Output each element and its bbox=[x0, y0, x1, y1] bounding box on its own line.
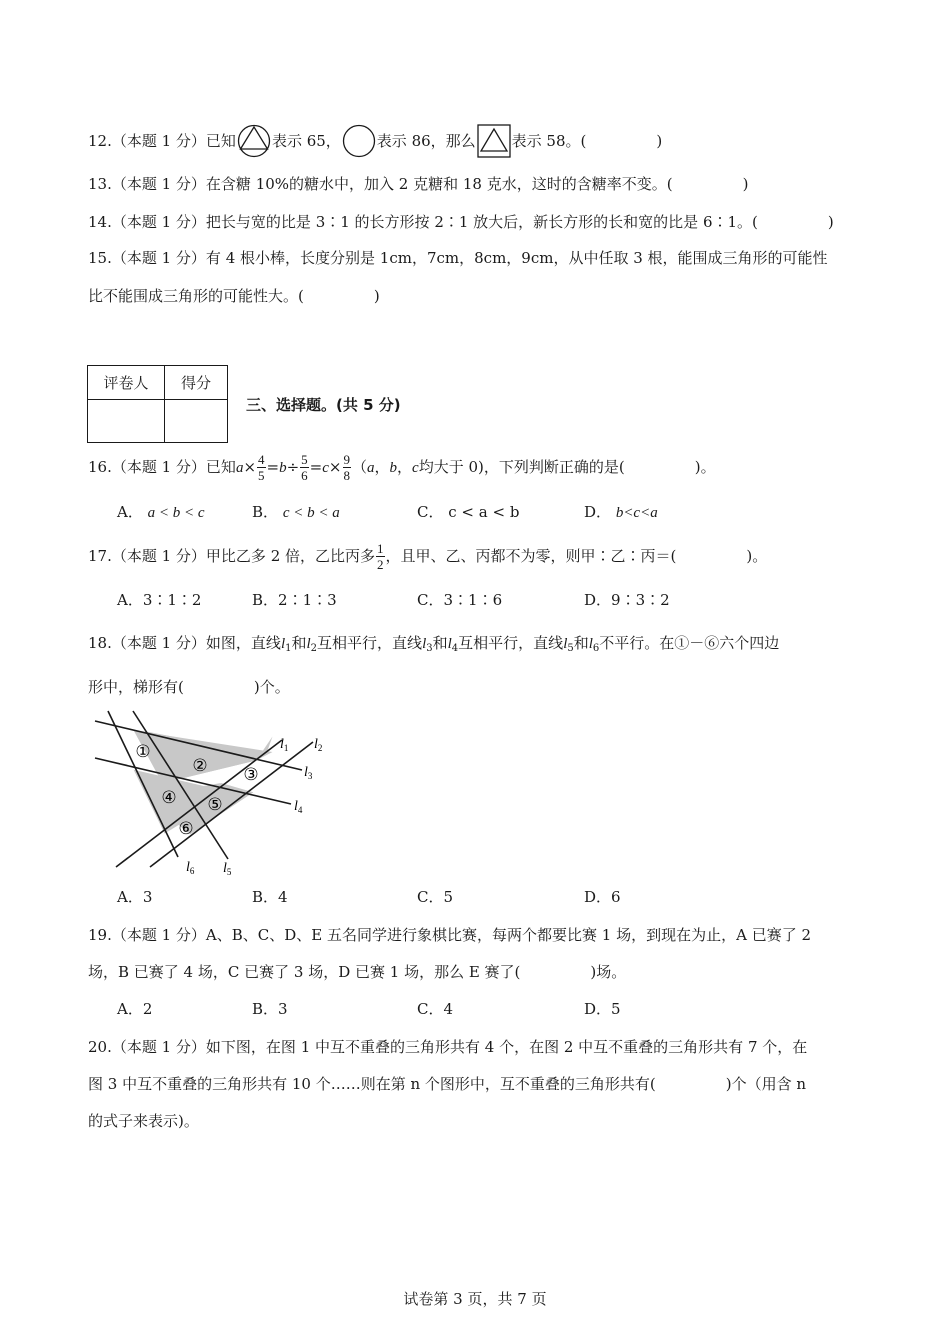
q12-answer-close[interactable]: ) bbox=[656, 132, 663, 150]
q17-option-b[interactable]: B．2∶1∶3 bbox=[252, 591, 337, 609]
q16-option-c[interactable]: C． c < a < b bbox=[417, 503, 520, 521]
line-label-l6: $l_6$ bbox=[186, 860, 195, 876]
region-label-2: ② bbox=[192, 756, 208, 775]
q18-option-c[interactable]: C．5 bbox=[417, 888, 454, 906]
q13-text: 13.（本题 1 分）在含糖 10%的糖水中，加入 2 克糖和 18 克水，这时的含糖率不变。( bbox=[88, 175, 673, 193]
section-title: 三、选择题。(共 5 分) bbox=[246, 396, 401, 414]
q16-answer-close[interactable]: )。 bbox=[694, 458, 716, 476]
question-14 bbox=[88, 211, 834, 233]
question-15-line2: 比不能围成三角形的可能性大。( ) bbox=[88, 287, 380, 305]
q12-mid1: 表示 65， bbox=[271, 132, 341, 150]
parallel-lines-figure bbox=[88, 708, 338, 880]
line-label-l5: $l_5$ bbox=[223, 861, 232, 877]
q20-answer-close[interactable]: )个（用含 n bbox=[725, 1075, 807, 1093]
question-19-line2: 场，B 已赛了 4 场，C 已赛了 3 场，D 已赛 1 场，那么 E 赛了( )场。 bbox=[88, 963, 627, 981]
region-label-5: ⑤ bbox=[207, 795, 223, 814]
question-17: 17.（本题 1 分）甲比乙多 2 倍，乙比丙多 $\frac{1}{2}$ ，且甲、乙、丙都不为零，则甲∶乙∶丙＝( )。 bbox=[88, 540, 768, 572]
q16-option-a[interactable]: A． a < b < c bbox=[117, 503, 205, 521]
line-label-l4: $l_4$ bbox=[294, 799, 303, 815]
question-20-line1: 20.（本题 1 分）如下图，在图 1 中互不重叠的三角形共有 4 个，在图 2 中互不重叠的三角形共有 7 个，在 bbox=[88, 1038, 808, 1056]
score-table-score-header: 得分 bbox=[165, 366, 228, 400]
region-label-4: ④ bbox=[161, 788, 177, 807]
grader-cell[interactable] bbox=[88, 400, 165, 443]
fraction-1-2: $\frac{1}{2}$ bbox=[377, 540, 384, 572]
square-triangle-symbol bbox=[477, 124, 511, 158]
question-20-line3: 的式子来表示)。 bbox=[88, 1112, 199, 1130]
question-13 bbox=[88, 173, 748, 195]
fraction-5-6: $\frac{5}{6}$ bbox=[301, 451, 308, 483]
q17-answer-close[interactable]: )。 bbox=[746, 547, 768, 565]
q14-answer-close[interactable]: ) bbox=[827, 213, 834, 231]
circle-triangle-symbol bbox=[237, 124, 271, 158]
q18-option-b[interactable]: B．4 bbox=[252, 888, 288, 906]
question-18-line1: 18.（本题 1 分）如图，直线$l_1$和$l_2$互相平行，直线$l_3$和$l_4$互相平行，直线$l_5$和$l_6$不平行。在①－⑥六个四边 bbox=[88, 634, 780, 654]
q16-option-d[interactable]: D． b<c<a bbox=[584, 503, 658, 521]
q15-answer-close[interactable]: ) bbox=[373, 287, 380, 305]
question-20-line2: 图 3 中互不重叠的三角形共有 10 个……则在第 n 个图形中，互不重叠的三角形共有( )个（用含 n bbox=[88, 1075, 807, 1093]
region-label-3: ③ bbox=[243, 765, 259, 784]
score-table bbox=[87, 365, 228, 443]
q14-text: 14.（本题 1 分）把长与宽的比是 3∶1 的长方形按 2∶1 放大后，新长方形的长和宽的比是 6∶1。( bbox=[88, 213, 758, 231]
fraction-4-5: $\frac{4}{5}$ bbox=[258, 451, 265, 483]
question-16: 16.（本题 1 分）已知a× $\frac{4}{5}$ =b÷ $\frac{5}{6}$ =c× $\frac{9}{8}$ （a，b，c均大于 0)，下列判断正确的是( )。 bbox=[88, 451, 716, 483]
question-12 bbox=[88, 130, 662, 152]
question-15-line1: 15.（本题 1 分）有 4 根小棒，长度分别是 1cm，7cm，8cm，9cm，从中任取 3 根，能围成三角形的可能性 bbox=[88, 249, 828, 267]
q19-option-d[interactable]: D．5 bbox=[584, 1000, 621, 1018]
circle-symbol bbox=[342, 124, 376, 158]
question-18-line2: 形中，梯形有( )个。 bbox=[88, 678, 290, 696]
q17-option-a[interactable]: A．3∶1∶2 bbox=[117, 591, 202, 609]
q17-option-c[interactable]: C．3∶1∶6 bbox=[417, 591, 503, 609]
q18-option-d[interactable]: D．6 bbox=[584, 888, 621, 906]
q16-option-b[interactable]: B． c < b < a bbox=[252, 503, 340, 521]
q19-option-c[interactable]: C．4 bbox=[417, 1000, 454, 1018]
q19-option-a[interactable]: A．2 bbox=[117, 1000, 153, 1018]
q12-suffix: 表示 58。( bbox=[511, 132, 587, 150]
score-cell[interactable] bbox=[165, 400, 228, 443]
q13-answer-close[interactable]: ) bbox=[742, 175, 749, 193]
page-footer: 试卷第 3 页，共 7 页 bbox=[403, 1290, 547, 1308]
question-19-line1: 19.（本题 1 分）A、B、C、D、E 五名同学进行象棋比赛，每两个都要比赛 1 场，到现在为止，A 已赛了 2 bbox=[88, 926, 812, 944]
q12-prefix: 12.（本题 1 分）已知 bbox=[88, 132, 236, 150]
score-table-grader-header: 评卷人 bbox=[88, 366, 165, 400]
q19-answer-close[interactable]: )场。 bbox=[590, 963, 627, 981]
line-label-l1: $l_1$ bbox=[280, 737, 289, 753]
q17-option-d[interactable]: D．9∶3∶2 bbox=[584, 591, 670, 609]
fraction-9-8: $\frac{9}{8}$ bbox=[343, 451, 350, 483]
q19-option-b[interactable]: B．3 bbox=[252, 1000, 288, 1018]
line-label-l2: $l_2$ bbox=[314, 737, 323, 753]
line-label-l3: $l_3$ bbox=[304, 765, 313, 781]
q18-option-a[interactable]: A．3 bbox=[117, 888, 153, 906]
region-label-6: ⑥ bbox=[178, 819, 194, 838]
region-label-1: ① bbox=[135, 742, 151, 761]
q12-mid2: 表示 86，那么 bbox=[376, 132, 476, 150]
q18-answer-close[interactable]: )个。 bbox=[253, 678, 290, 696]
